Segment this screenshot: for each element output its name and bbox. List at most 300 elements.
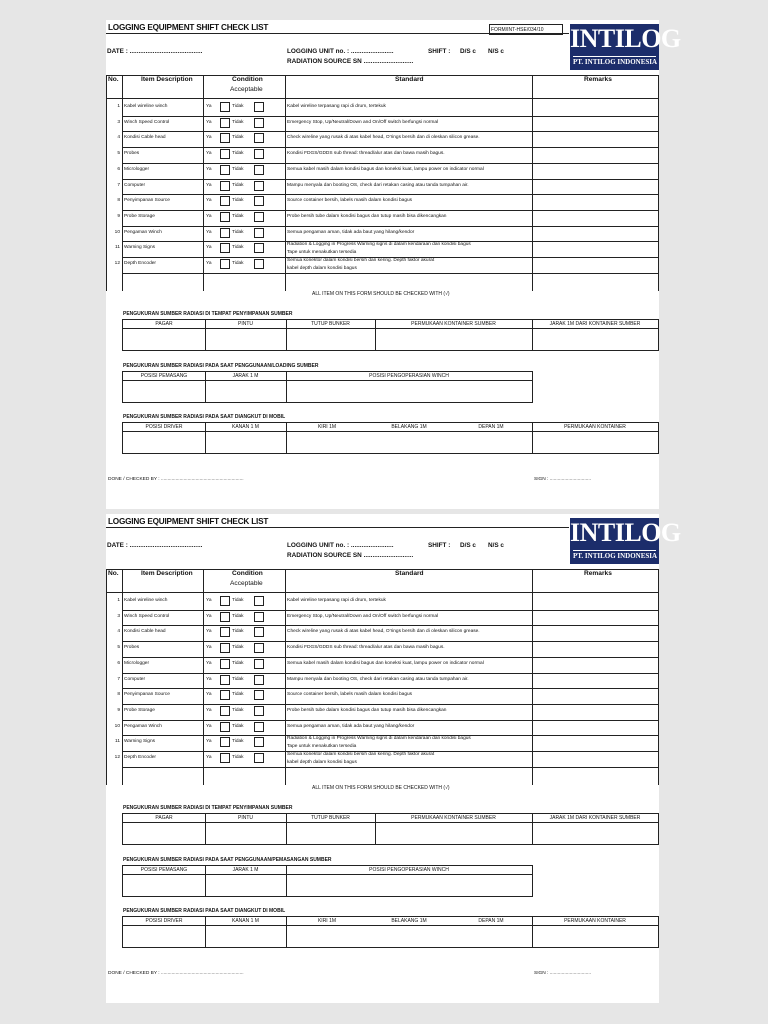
transport-measure-cell[interactable] — [125, 434, 203, 451]
ya-checkbox[interactable] — [220, 102, 230, 112]
item-standard: Kabel wireline terpasang rapi di drum, tertekuk — [287, 598, 386, 603]
usage-col-header: JARAK 1 M — [232, 867, 259, 873]
ya-checkbox[interactable] — [220, 753, 230, 763]
item-description: Pengaman Winch — [124, 723, 162, 729]
row-divider — [122, 210, 659, 211]
intilog-logo — [570, 518, 681, 564]
item-number: 12 — [114, 755, 120, 760]
transport-measure-cell[interactable] — [125, 928, 203, 945]
item-standard: Mampu menyala dan booting OS, check dari retakan casing atau tanda tumpahan air. — [287, 182, 469, 188]
date-field: DATE : ......................................... — [107, 48, 203, 55]
tidak-label: Tidak — [232, 692, 244, 698]
logging-unit-field: LOGGING UNIT no. : ........................ — [287, 542, 394, 549]
transport-measure-cell[interactable] — [207, 434, 284, 451]
tidak-checkbox[interactable] — [254, 243, 264, 253]
item-description: Winch Speed Control — [124, 119, 170, 125]
grid-header-line — [123, 431, 658, 432]
transport-col-header: KIRI 1M — [317, 424, 337, 430]
storage-measure-cell[interactable] — [207, 825, 284, 842]
storage-measurement-title: PENGUKURAN SUMBER RADIASI DI TEMPAT PENYIMPANAN SUMBER — [123, 311, 293, 317]
grid-header-line — [123, 328, 658, 329]
tidak-label: Tidak — [232, 739, 244, 745]
header-standard: Standard — [395, 76, 424, 83]
tidak-checkbox[interactable] — [254, 737, 264, 747]
tidak-checkbox[interactable] — [254, 596, 264, 606]
day-shift-option: D/S c — [460, 542, 476, 549]
tidak-checkbox[interactable] — [254, 118, 264, 128]
ya-checkbox[interactable] — [220, 612, 230, 622]
ya-label: Ya — [206, 692, 212, 698]
item-number: 9 — [117, 213, 120, 219]
table-header-border — [106, 592, 659, 593]
tidak-checkbox[interactable] — [254, 690, 264, 700]
header-item-description: Item Description — [141, 76, 193, 83]
header-standard: Standard — [395, 570, 424, 577]
tidak-label: Tidak — [232, 613, 244, 619]
transport-col-header: PERMUKAAN KONTAINER — [564, 424, 626, 430]
storage-col-header: TUTUP BUNKER — [311, 815, 350, 821]
tidak-checkbox[interactable] — [254, 612, 264, 622]
remarks-cell[interactable] — [542, 120, 652, 128]
transport-measure-cell[interactable] — [207, 928, 284, 945]
ya-label: Ya — [206, 213, 212, 219]
item-standard: Radiation & Logging in Progress Warning signs di dalam kendaraan dan kondisi bagus — [287, 736, 471, 742]
ya-checkbox[interactable] — [220, 118, 230, 128]
logo-subtext: PT. INTILOG INDONESIA — [573, 58, 658, 66]
tidak-label: Tidak — [232, 707, 244, 713]
transport-measure-cell[interactable] — [534, 434, 656, 451]
storage-measure-cell[interactable] — [288, 331, 373, 348]
item-description: Kabel wireline winch — [124, 598, 168, 603]
row-divider — [122, 131, 659, 132]
item-standard: Emergency Stop, Up/Neutral/Down and On/Off switch berfungsi normal — [287, 613, 439, 619]
transport-col-header: BELAKANG 1M — [391, 424, 427, 430]
remarks-cell[interactable] — [542, 645, 652, 653]
ya-checkbox[interactable] — [220, 243, 230, 253]
usage-measurement-title: PENGUKURAN SUMBER RADIASI PADA SAAT PENGGUNAAN/PEMASANGAN SUMBER — [123, 857, 332, 863]
tidak-checkbox[interactable] — [254, 643, 264, 653]
item-description: Winch Speed Control — [124, 613, 170, 619]
usage-measure-cell[interactable] — [288, 383, 530, 400]
ya-checkbox[interactable] — [220, 737, 230, 747]
checked-by-field: DONE / CHECKED BY : .............................................................. — [108, 477, 244, 482]
tidak-label: Tidak — [232, 755, 244, 760]
tidak-checkbox[interactable] — [254, 722, 264, 732]
remarks-cell[interactable] — [542, 724, 652, 732]
ya-label: Ya — [206, 229, 212, 235]
ya-checkbox[interactable] — [220, 149, 230, 159]
item-number: 8 — [117, 198, 120, 204]
transport-col-header: DEPAN 1M — [478, 424, 504, 430]
usage-col-header: JARAK 1 M — [232, 373, 259, 379]
ya-label: Ya — [206, 645, 212, 651]
tidak-checkbox[interactable] — [254, 212, 264, 222]
header-remarks: Remarks — [584, 76, 612, 83]
usage-measure-cell[interactable] — [288, 877, 530, 894]
table-column-line — [122, 75, 123, 291]
tidak-checkbox[interactable] — [254, 165, 264, 175]
tidak-label: Tidak — [232, 261, 244, 266]
grid-header-line — [123, 822, 658, 823]
item-description: Kabel wireline winch — [124, 104, 168, 109]
item-description: Computer — [124, 676, 146, 682]
item-description: Kondisi Cable head — [124, 629, 166, 635]
remarks-cell[interactable] — [542, 677, 652, 685]
night-shift-option: N/S c — [488, 542, 504, 549]
item-description: Micrologger — [124, 660, 150, 666]
table-column-line — [285, 569, 286, 785]
transport-col-header: POSISI DRIVER — [145, 424, 183, 430]
storage-measurement-grid — [122, 813, 659, 845]
item-number: 6 — [117, 166, 120, 172]
item-standard: Mampu menyala dan booting OS, check dari retakan casing atau tanda tumpahan air. — [287, 676, 469, 682]
usage-measurement-title: PENGUKURAN SUMBER RADIASI PADA SAAT PENGGUNAAN/LOADING SUMBER — [123, 363, 319, 369]
item-number: 10 — [114, 723, 120, 729]
row-divider — [122, 641, 659, 642]
remarks-cell[interactable] — [542, 629, 652, 637]
row-divider — [122, 273, 659, 274]
item-description: Probes — [124, 151, 140, 157]
storage-col-header: PINTU — [238, 321, 253, 327]
usage-col-header: POSISI PEMASANG — [140, 867, 188, 873]
ya-checkbox[interactable] — [220, 627, 230, 637]
usage-col-header: POSISI PENGOPERASIAN WINCH — [369, 373, 449, 379]
row-divider — [122, 610, 659, 611]
shift-label: SHIFT : — [428, 48, 451, 55]
remarks-cell[interactable] — [542, 230, 652, 238]
storage-measure-cell[interactable] — [534, 331, 656, 348]
item-number: 7 — [117, 182, 120, 188]
remarks-cell[interactable] — [542, 198, 652, 206]
form-number: FORM/INT-HSE/034/10 — [489, 24, 563, 35]
item-description: Computer — [124, 182, 146, 188]
tidak-label: Tidak — [232, 166, 244, 172]
item-description: Depth Encoder — [124, 755, 156, 760]
item-number: 11 — [115, 739, 120, 745]
item-description: Warning Signs — [124, 245, 156, 251]
transport-measurement-grid — [122, 916, 659, 948]
table-column-line — [122, 569, 123, 785]
item-standard: Kondisi FDGS/GDDS sub thread: thread/alur atas dan bawa masih bagus. — [287, 151, 445, 157]
transport-col-header: DEPAN 1M — [478, 918, 504, 924]
item-description: Penyimpanan Source — [124, 692, 170, 698]
remarks-cell[interactable] — [542, 167, 652, 175]
logo-text: INTILOG — [570, 24, 681, 53]
night-shift-option: N/S c — [488, 48, 504, 55]
storage-col-header: PAGAR — [155, 815, 173, 821]
logo-text: INTILOG — [570, 518, 681, 547]
transport-col-header: POSISI DRIVER — [145, 918, 183, 924]
row-divider — [122, 179, 659, 180]
item-standard: Semua konektor dalam kondisi bersih dan kering. Depth faktor akurat — [287, 752, 435, 757]
storage-measure-cell[interactable] — [534, 825, 656, 842]
ya-checkbox[interactable] — [220, 228, 230, 238]
usage-measure-cell[interactable] — [125, 877, 203, 894]
ya-checkbox[interactable] — [220, 659, 230, 669]
ya-checkbox[interactable] — [220, 643, 230, 653]
ya-checkbox[interactable] — [220, 259, 230, 269]
remarks-cell[interactable] — [542, 183, 652, 191]
grid-header-line — [123, 380, 532, 381]
usage-col-header: POSISI PENGOPERASIAN WINCH — [369, 867, 449, 873]
item-standard: Radiation & Logging in Progress Warning signs di dalam kendaraan dan kondisi bagus — [287, 242, 471, 248]
intilog-logo — [570, 24, 681, 70]
storage-measure-cell[interactable] — [125, 331, 203, 348]
remarks-cell[interactable] — [542, 708, 652, 716]
tidak-label: Tidak — [232, 182, 244, 188]
row-divider — [122, 767, 659, 768]
row-divider — [122, 147, 659, 148]
ya-checkbox[interactable] — [220, 706, 230, 716]
transport-col-header: PERMUKAAN KONTAINER — [564, 918, 626, 924]
logo-subtext: PT. INTILOG INDONESIA — [573, 552, 658, 560]
checklist-form-top — [106, 20, 681, 509]
storage-measure-cell[interactable] — [125, 825, 203, 842]
remarks-cell[interactable] — [542, 104, 652, 112]
item-standard-extra: kabel depth dalam kondisi bagus — [287, 760, 357, 765]
usage-measure-cell[interactable] — [125, 383, 203, 400]
header-condition: Condition — [232, 76, 263, 83]
header-condition: Condition — [232, 570, 263, 577]
transport-measurement-grid — [122, 422, 659, 454]
remarks-cell[interactable] — [542, 214, 652, 222]
table-column-line — [285, 75, 286, 291]
header-acceptable: Acceptable — [230, 580, 263, 587]
tidak-label: Tidak — [232, 198, 244, 204]
ya-label: Ya — [206, 182, 212, 188]
ya-label: Ya — [206, 739, 212, 745]
tidak-label: Tidak — [232, 723, 244, 729]
usage-measurement-grid — [122, 371, 533, 403]
tidak-checkbox[interactable] — [254, 706, 264, 716]
table-header-border — [106, 98, 659, 99]
item-number: 6 — [117, 660, 120, 666]
tidak-label: Tidak — [232, 629, 244, 635]
tidak-checkbox[interactable] — [254, 228, 264, 238]
all-item-note: ALL ITEM ON THIS FORM SHOULD BE CHECKED WITH (√) — [312, 785, 450, 791]
ya-label: Ya — [206, 119, 212, 125]
table-column-line — [658, 75, 659, 291]
tidak-label: Tidak — [232, 104, 244, 109]
tidak-label: Tidak — [232, 645, 244, 651]
table-column-line — [532, 75, 533, 291]
all-item-note: ALL ITEM ON THIS FORM SHOULD BE CHECKED WITH (√) — [312, 291, 450, 297]
tidak-checkbox[interactable] — [254, 196, 264, 206]
transport-col-header: BELAKANG 1M — [391, 918, 427, 924]
item-number: 12 — [114, 261, 120, 266]
ya-label: Ya — [206, 166, 212, 172]
ya-label: Ya — [206, 198, 212, 204]
transport-measure-cell[interactable] — [534, 928, 656, 945]
header-no: No. — [108, 76, 119, 83]
storage-measure-cell[interactable] — [288, 825, 373, 842]
item-standard: Semua kabel masih dalam kondisi bagus dan koneksi kuat, lampu power on indicator normal — [287, 166, 484, 172]
tidak-checkbox[interactable] — [254, 149, 264, 159]
row-divider — [122, 720, 659, 721]
ya-checkbox[interactable] — [220, 196, 230, 206]
storage-measurement-title: PENGUKURAN SUMBER RADIASI DI TEMPAT PENYIMPANAN SUMBER — [123, 805, 293, 811]
remarks-cell[interactable] — [542, 739, 652, 747]
sign-field: SIGN : ............................... — [534, 971, 592, 976]
item-number: 7 — [117, 676, 120, 682]
item-number: 5 — [117, 645, 120, 651]
ya-checkbox[interactable] — [220, 165, 230, 175]
transport-measurement-title: PENGUKURAN SUMBER RADIASI PADA SAAT DIANGKUT DI MOBIL — [123, 414, 286, 420]
table-column-line — [658, 569, 659, 785]
storage-measure-cell[interactable] — [377, 825, 530, 842]
row-divider — [122, 163, 659, 164]
ya-label: Ya — [206, 245, 212, 251]
remarks-cell[interactable] — [542, 151, 652, 159]
tidak-checkbox[interactable] — [254, 675, 264, 685]
item-standard: Semua pengaman aman, tidak ada baut yang hilang/kendor — [287, 229, 415, 235]
tidak-checkbox[interactable] — [254, 753, 264, 763]
remarks-cell[interactable] — [542, 755, 652, 763]
item-description: Probes — [124, 645, 140, 651]
tidak-checkbox[interactable] — [254, 627, 264, 637]
remarks-cell[interactable] — [542, 245, 652, 253]
item-standard: Probe bersih tube dalam kondisi bagus dan tutup masih bisa dikencangkan — [287, 707, 447, 713]
checklist-form-bottom — [106, 514, 681, 1003]
storage-col-header: TUTUP BUNKER — [311, 321, 350, 327]
grid-header-line — [123, 925, 658, 926]
header-remarks: Remarks — [584, 570, 612, 577]
ya-checkbox[interactable] — [220, 133, 230, 143]
tidak-label: Tidak — [232, 151, 244, 157]
item-standard: Emergency Stop, Up/Neutral/Down and On/Off switch berfungsi normal — [287, 119, 439, 125]
ya-label: Ya — [206, 755, 212, 760]
row-divider — [122, 657, 659, 658]
table-column-line — [203, 75, 204, 291]
ya-checkbox[interactable] — [220, 212, 230, 222]
ya-label: Ya — [206, 629, 212, 635]
usage-measurement-grid — [122, 865, 533, 897]
tidak-checkbox[interactable] — [254, 133, 264, 143]
item-standard-extra: Tape untuk menakutkan tersedia — [287, 250, 357, 256]
item-standard-extra: Tape untuk menakutkan tersedia — [287, 744, 357, 750]
table-column-line — [203, 569, 204, 785]
ya-label: Ya — [206, 598, 212, 603]
tidak-checkbox[interactable] — [254, 659, 264, 669]
row-divider — [122, 226, 659, 227]
item-standard: Semua kabel masih dalam kondisi bagus dan koneksi kuat, lampu power on indicator normal — [287, 660, 484, 666]
row-divider — [122, 116, 659, 117]
item-standard: Semua konektor dalam kondisi bersih dan kering. Depth faktor akurat — [287, 258, 435, 263]
storage-measure-cell[interactable] — [377, 331, 530, 348]
item-number: 11 — [115, 245, 120, 251]
header-acceptable: Acceptable — [230, 86, 263, 93]
ya-label: Ya — [206, 676, 212, 682]
radiation-source-field: RADIATION SOURCE SN ............................ — [287, 58, 414, 65]
header-item-description: Item Description — [141, 570, 193, 577]
item-standard: Source container bersih, labels masih dalam kondisi bagus — [287, 198, 413, 204]
item-number: 1 — [117, 598, 120, 603]
ya-label: Ya — [206, 660, 212, 666]
remarks-cell[interactable] — [542, 614, 652, 622]
item-number: 10 — [114, 229, 120, 235]
item-number: 4 — [117, 135, 120, 141]
item-standard: Probe bersih tube dalam kondisi bagus dan tutup masih bisa dikencangkan — [287, 213, 447, 219]
tidak-label: Tidak — [232, 135, 244, 141]
storage-col-header: PINTU — [238, 815, 253, 821]
tidak-label: Tidak — [232, 676, 244, 682]
row-divider — [122, 625, 659, 626]
tidak-label: Tidak — [232, 213, 244, 219]
ya-checkbox[interactable] — [220, 675, 230, 685]
grid-header-line — [123, 874, 532, 875]
item-number: 3 — [117, 613, 120, 619]
transport-measure-cell[interactable] — [288, 434, 530, 451]
remarks-cell[interactable] — [542, 692, 652, 700]
storage-measurement-grid — [122, 319, 659, 351]
ya-checkbox[interactable] — [220, 690, 230, 700]
storage-col-header: PERMUKAAN KONTAINER SUMBER — [411, 321, 496, 327]
sign-field: SIGN : ............................... — [534, 477, 592, 482]
remarks-cell[interactable] — [542, 661, 652, 669]
item-number: 3 — [117, 119, 120, 125]
ya-label: Ya — [206, 135, 212, 141]
tidak-checkbox[interactable] — [254, 259, 264, 269]
item-description: Probe Storage — [124, 213, 155, 219]
item-standard: Kabel wireline terpasang rapi di drum, tertekuk — [287, 104, 386, 109]
item-description: Kondisi Cable head — [124, 135, 166, 141]
item-number: 1 — [117, 104, 120, 109]
item-description: Micrologger — [124, 166, 150, 172]
item-number: 9 — [117, 707, 120, 713]
transport-measure-cell[interactable] — [288, 928, 530, 945]
tidak-checkbox[interactable] — [254, 102, 264, 112]
header-no: No. — [108, 570, 119, 577]
ya-checkbox[interactable] — [220, 596, 230, 606]
storage-col-header: PERMUKAAN KONTAINER SUMBER — [411, 815, 496, 821]
item-standard: Kondisi FDGS/GDDS sub thread: thread/alur atas dan bawa masih bagus. — [287, 645, 445, 651]
date-field: DATE : ......................................... — [107, 542, 203, 549]
storage-col-header: JARAK 1M DARI KONTAINER SUMBER — [549, 321, 641, 327]
storage-measure-cell[interactable] — [207, 331, 284, 348]
item-standard: Check wireline yang rusak di atas kabel head, O'rings bersih dan di oleskan silicon grease. — [287, 629, 480, 635]
tidak-label: Tidak — [232, 229, 244, 235]
tidak-label: Tidak — [232, 660, 244, 666]
tidak-checkbox[interactable] — [254, 181, 264, 191]
row-divider — [122, 194, 659, 195]
item-description: Pengaman Winch — [124, 229, 162, 235]
transport-measurement-title: PENGUKURAN SUMBER RADIASI PADA SAAT DIANGKUT DI MOBIL — [123, 908, 286, 914]
transport-col-header: KANAN 1 M — [232, 918, 259, 924]
ya-label: Ya — [206, 707, 212, 713]
usage-measure-cell[interactable] — [207, 383, 284, 400]
checked-by-field: DONE / CHECKED BY : .............................................................. — [108, 971, 244, 976]
table-column-line — [532, 569, 533, 785]
item-number: 8 — [117, 692, 120, 698]
day-shift-option: D/S c — [460, 48, 476, 55]
ya-checkbox[interactable] — [220, 722, 230, 732]
shift-label: SHIFT : — [428, 542, 451, 549]
remarks-cell[interactable] — [542, 135, 652, 143]
logging-unit-field: LOGGING UNIT no. : ........................ — [287, 48, 394, 55]
radiation-source-field: RADIATION SOURCE SN ............................ — [287, 552, 414, 559]
ya-checkbox[interactable] — [220, 181, 230, 191]
remarks-cell[interactable] — [542, 598, 652, 606]
item-description: Depth Encoder — [124, 261, 156, 266]
row-divider — [122, 688, 659, 689]
usage-measure-cell[interactable] — [207, 877, 284, 894]
form-title: LOGGING EQUIPMENT SHIFT CHECK LIST — [108, 23, 269, 32]
ya-label: Ya — [206, 104, 212, 109]
tidak-label: Tidak — [232, 598, 244, 603]
item-number: 5 — [117, 151, 120, 157]
remarks-cell[interactable] — [542, 261, 652, 269]
storage-col-header: JARAK 1M DARI KONTAINER SUMBER — [549, 815, 641, 821]
